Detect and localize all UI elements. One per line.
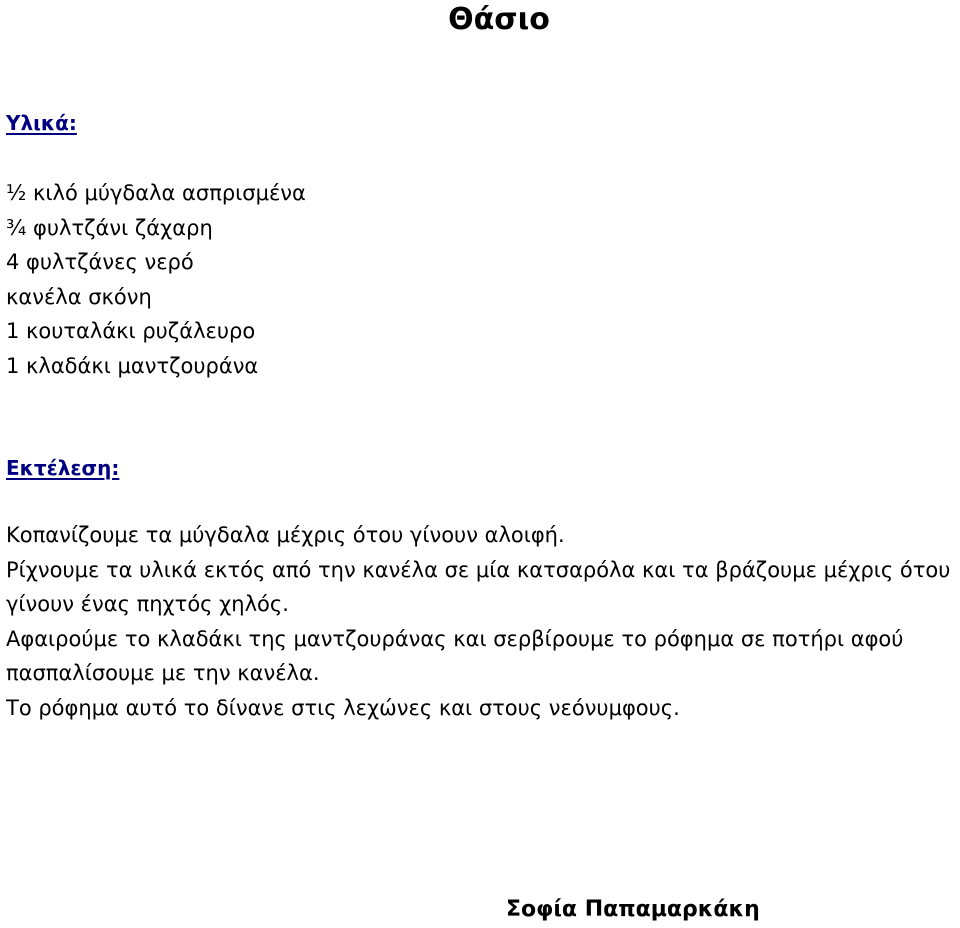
author-name: Σοφία Παπαμαρκάκη: [506, 897, 760, 922]
method-step: Κοπανίζουμε τα μύγδαλα μέχρις ότου γίνουν αλοιφή.: [6, 523, 565, 547]
method-body: [6, 518, 956, 725]
ingredient-item: 1 κλαδάκι μαντζουράνα: [6, 353, 259, 378]
ingredient-item: ½ κιλό μύγδαλα ασπρισμένα: [6, 181, 306, 205]
method-heading: Εκτέλεση:: [6, 456, 120, 480]
page-title: Θάσιο: [448, 2, 550, 37]
method-step: Ρίχνουμε τα υλικά εκτός από την κανέλα σε μία κατσαρόλα και τα βράζουμε μέχρις ότου γίνουν ένας πηχτός χηλός.: [6, 557, 951, 616]
ingredient-item: ¾ φυλτζάνι ζάχαρη: [6, 215, 213, 240]
method-step: Το ρόφημα αυτό το δίνανε στις λεχώνες και στους νεόνυμφους.: [6, 695, 680, 720]
ingredient-item: 1 κουταλάκι ρυζάλευρο: [6, 319, 256, 343]
ingredient-item: 4 φυλτζάνες νερό: [6, 250, 194, 274]
method-step: Αφαιρούμε το κλαδάκι της μαντζουράνας και σερβίρουμε το ρόφημα σε ποτήρι αφού πασπαλίσουμε με την κανέλα.: [6, 626, 904, 685]
ingredients-heading: Υλικά:: [6, 111, 77, 135]
ingredient-item: κανέλα σκόνη: [6, 284, 152, 309]
ingredients-list: [6, 176, 306, 383]
